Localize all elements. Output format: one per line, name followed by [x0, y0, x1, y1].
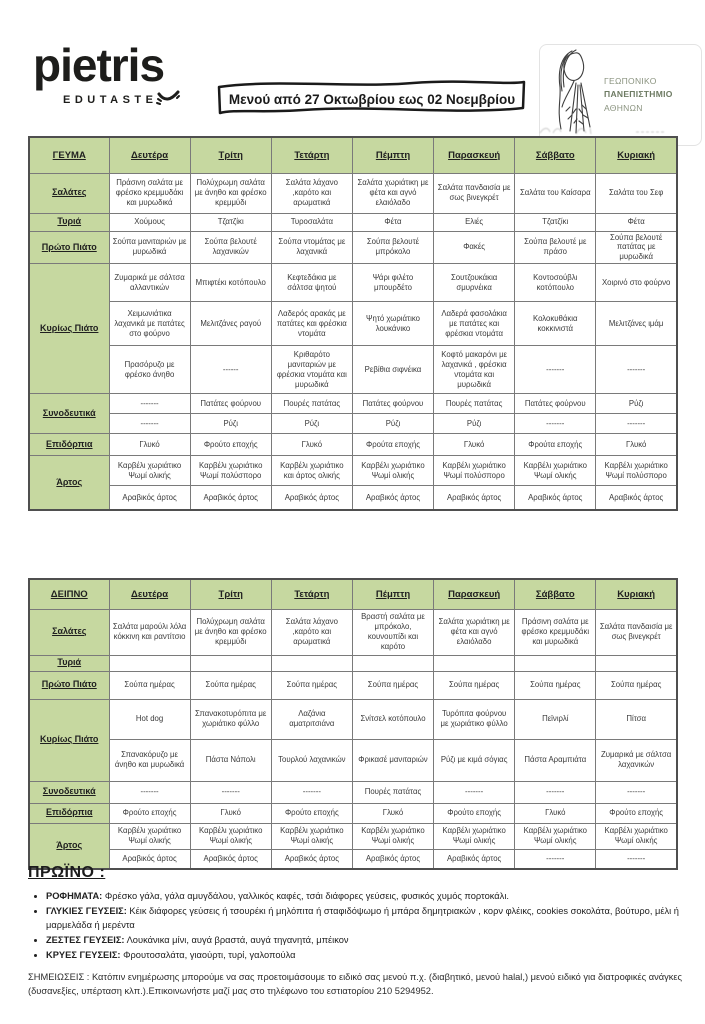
menu-cell: Καρβέλι χωριάτικο Ψωμί πολύσπορο [434, 456, 515, 486]
menu-cell: Πρασόρυζο με φρέσκο άνηθο [109, 346, 190, 394]
menu-cell: Ρύζι με κιμά σόγιας [434, 739, 515, 781]
menu-cell: Σούπα βελουτέ μπρόκολο [352, 231, 433, 264]
breakfast-item-label: ΚΡΥΕΣ ΓΕΥΣΕΙΣ: [46, 949, 121, 960]
menu-cell: Τυρόπιτα φούρνου με χωριάτικο φύλλο [434, 699, 515, 739]
menu-cell: Σούπα ημέρας [190, 671, 271, 699]
table-corner-header: ΔΕΙΠΝΟ [29, 579, 109, 609]
menu-cell: Γλυκό [271, 434, 352, 456]
day-header: Τρίτη [190, 137, 271, 173]
menu-cell: Σνίτσελ κοτόπουλο [352, 699, 433, 739]
breakfast-item-text: Λουκάνικα μίνι, αυγά βραστά, αυγά τηγανητά, μπέικον [124, 934, 349, 945]
menu-cell: Σούπα ημέρας [352, 671, 433, 699]
menu-cell: Φέτα [596, 213, 677, 231]
menu-cell: Καρβέλι χωριάτικο Ψωμί ολικής [596, 823, 677, 849]
breakfast-item-text: Κέικ διάφορες γεύσεις ή τσουρέκι ή μηλόπιτα ή σταφιδόψωμο ή μπάρα δημητριακών , κορν φλέικς, cookies σοκολάτα, βούτυρο, μέλι ή μαρμελάδα ή μερέντα [46, 905, 679, 930]
menu-cell: Τυροσαλάτα [271, 213, 352, 231]
menu-cell: Hot dog [109, 699, 190, 739]
menu-cell: Καρβέλι χωριάτικο Ψωμί ολικής [109, 823, 190, 849]
menu-cell: Σούπα βελουτέ λαχανικών [190, 231, 271, 264]
menu-cell: Αραβικός άρτος [352, 849, 433, 869]
row-label: Άρτος [29, 456, 109, 510]
menu-cell: Λαδερός αρακάς με πατάτες και φρέσκια ντομάτα [271, 302, 352, 346]
menu-cell: Καρβέλι χωριάτικο Ψωμί ολικής [352, 456, 433, 486]
menu-cell: Βραστή σαλάτα με μπρόκολο, κουνουπίδι και καρότο [352, 609, 433, 655]
menu-cell: Φρούτα εποχής [352, 434, 433, 456]
menu-cell [434, 655, 515, 671]
lunch-table [28, 136, 678, 511]
breakfast-item-label: ΡΟΦΗΜΑΤΑ: [46, 891, 103, 901]
breakfast-item [46, 949, 688, 963]
notes-text: ΣΗΜΕΙΩΣΕΙΣ : Κατόπιν ενημέρωσης μπορούμε να σας προετοιμάσουμε το ειδικό σας μενού π.χ. (διαβητικό, μενού halal,) μενού ειδικό για διατροφικές ανάγκες (δυσανεξίες, υπέρταση κλπ.).Επικοινωνήστε μαζί μας στο τηλέφωνο του εστιατορίου 210 5294952. [28, 972, 683, 997]
menu-cell: Κεφτεδάκια με σάλτσα ψητού [271, 264, 352, 302]
day-header: Τρίτη [190, 579, 271, 609]
menu-cell: Ρύζι [434, 414, 515, 434]
menu-cell: Γλυκό [596, 434, 677, 456]
menu-cell: Κοντοσούβλι κοτόπουλο [515, 264, 596, 302]
day-header: Σάββατο [515, 137, 596, 173]
menu-cell: Τζατζίκι [515, 213, 596, 231]
menu-cell: ------- [515, 849, 596, 869]
menu-cell: Χειμωνιάτικα λαχανικά με πατάτες στο φούρνο [109, 302, 190, 346]
menu-cell: Πολύχρωμη σαλάτα με άνηθο και φρέσκο κρεμμύδι [190, 609, 271, 655]
menu-cell: Ρύζι [352, 414, 433, 434]
menu-cell: ------- [434, 781, 515, 803]
menu-cell: ------- [271, 781, 352, 803]
menu-cell [352, 655, 433, 671]
table-corner-header: ΓΕΥΜΑ [29, 137, 109, 173]
menu-cell: Αραβικός άρτος [190, 849, 271, 869]
row-label: Τυριά [29, 213, 109, 231]
menu-cell: Φρούτο εποχής [596, 803, 677, 823]
menu-cell: Αραβικός άρτος [271, 849, 352, 869]
menu-cell: Καρβέλι χωριάτικο Ψωμί ολικής [515, 456, 596, 486]
brand-subtitle: EDUTASTE [63, 94, 158, 106]
day-header: Πέμπτη [352, 579, 433, 609]
menu-cell: Καρβέλι χωριάτικο Ψωμί πολύσπορο [596, 456, 677, 486]
menu-cell: Γλυκό [190, 803, 271, 823]
menu-cell: Αραβικός άρτος [434, 486, 515, 510]
menu-cell: ------ [190, 346, 271, 394]
menu-cell: Σούπα βελουτέ με πράσο [515, 231, 596, 264]
menu-cell: Σαλάτα του Σεφ [596, 173, 677, 213]
menu-cell [596, 655, 677, 671]
menu-cell: Σούπα ημέρας [515, 671, 596, 699]
day-header: Τετάρτη [271, 579, 352, 609]
menu-cell: Σουτζουκάκια σμυρνέικα [434, 264, 515, 302]
menu-cell: Τουρλού λαχανικών [271, 739, 352, 781]
menu-cell: Φρούτο εποχής [190, 434, 271, 456]
row-label: Συνοδευτικά [29, 394, 109, 434]
menu-cell: Μελιτζάνες ραγού [190, 302, 271, 346]
day-header: Πέμπτη [352, 137, 433, 173]
menu-cell: Πατάτες φούρνου [515, 394, 596, 414]
breakfast-item-label: ΖΕΣΤΕΣ ΓΕΥΣΕΙΣ: [46, 934, 125, 945]
row-label: Σαλάτες [29, 173, 109, 213]
menu-cell: Πουρές πατάτας [271, 394, 352, 414]
menu-cell: Ρύζι [190, 414, 271, 434]
university-name-line1: ΓΕΩΠΟΝΙΚΟ [604, 75, 657, 86]
row-label: Συνοδευτικά [29, 781, 109, 803]
menu-cell: Φρούτα εποχής [515, 434, 596, 456]
menu-cell: Αραβικός άρτος [352, 486, 433, 510]
menu-cell: Λαζάνια αματριτσιάνα [271, 699, 352, 739]
menu-cell [190, 655, 271, 671]
menu-cell: Ελιές [434, 213, 515, 231]
menu-cell: Καρβέλι χωριάτικο Ψωμί ολικής [271, 823, 352, 849]
menu-cell: ------- [596, 414, 677, 434]
menu-cell: ------- [190, 781, 271, 803]
smile-icon [155, 89, 181, 112]
menu-cell: Σπανακόρυζο με άνηθο και μυρωδικά [109, 739, 190, 781]
menu-cell: Σούπα ημέρας [434, 671, 515, 699]
menu-cell: Πάστα Αραμπιάτα [515, 739, 596, 781]
row-label: Άρτος [29, 823, 109, 869]
menu-cell: Ρύζι [596, 394, 677, 414]
menu-cell: Πράσινη σαλάτα με φρέσκο κρεμμυδάκι και μυρωδικά [515, 609, 596, 655]
menu-cell: Σαλάτα λάχανο ,καρότο και αρωματικά [271, 609, 352, 655]
menu-cell: Γλυκό [434, 434, 515, 456]
row-label: Επιδόρπια [29, 434, 109, 456]
menu-cell: Αραβικός άρτος [434, 849, 515, 869]
menu-cell: Πατάτες φούρνου [352, 394, 433, 414]
menu-cell [515, 655, 596, 671]
menu-cell: ------- [515, 414, 596, 434]
menu-cell: ------- [109, 414, 190, 434]
menu-cell: Ψητό χωριάτικο λουκάνικο [352, 302, 433, 346]
menu-cell: Μπιφτέκι κοτόπουλο [190, 264, 271, 302]
menu-cell: Σαλάτα χωριάτικη με φέτα και αγνό ελαιόλαδο [352, 173, 433, 213]
breakfast-item-text: Φρουτοσαλάτα, γιαούρτι, τυρί, γαλοπούλα [120, 949, 296, 960]
menu-cell: Πάστα Νάπολι [190, 739, 271, 781]
menu-cell: Σπανακοτυρόπιτα με χωριάτικο φύλλο [190, 699, 271, 739]
menu-cell: Πράσινη σαλάτα με φρέσκο κρεμμυδάκι και μυρωδικά [109, 173, 190, 213]
menu-cell: Σούπα ντομάτας με λαχανικά [271, 231, 352, 264]
menu-cell [109, 655, 190, 671]
menu-cell: Πουρές πατάτας [434, 394, 515, 414]
menu-cell: ------- [109, 781, 190, 803]
menu-cell: Καρβέλι χωριάτικο Ψωμί ολικής [515, 823, 596, 849]
menu-cell: ------- [515, 781, 596, 803]
row-label: Τυριά [29, 655, 109, 671]
menu-cell: Καρβέλι χωριάτικο Ψωμί ολικής [352, 823, 433, 849]
row-label: Σαλάτες [29, 609, 109, 655]
menu-cell: Γλυκό [352, 803, 433, 823]
menu-cell: Αραβικός άρτος [109, 849, 190, 869]
menu-cell: Αραβικός άρτος [515, 486, 596, 510]
menu-cell: Φέτα [352, 213, 433, 231]
university-name-line3: ΑΘΗΝΩΝ [604, 102, 643, 113]
menu-cell: Σαλάτα λάχανο ,καρότο και αρωματικά [271, 173, 352, 213]
university-name [604, 75, 673, 116]
menu-cell: Αραβικός άρτος [109, 486, 190, 510]
menu-cell: Σούπα ημέρας [596, 671, 677, 699]
menu-cell: Λαδερά φασολάκια με πατάτες και φρέσκια ντομάτα [434, 302, 515, 346]
menu-cell: Ρύζι [271, 414, 352, 434]
menu-cell: Φρικασέ μανιταριών [352, 739, 433, 781]
row-label: Κυρίως Πιάτο [29, 264, 109, 394]
brand-logo [33, 39, 223, 106]
menu-cell: Τζατζίκι [190, 213, 271, 231]
brand-name: pietris [33, 39, 165, 91]
menu-cell: Κοφτό μακαρόνι με λαχανικά , φρέσκια ντομάτα και μυρωδικά [434, 346, 515, 394]
menu-cell: Φακές [434, 231, 515, 264]
menu-cell: Χοιρινό στο φούρνο [596, 264, 677, 302]
row-label: Επιδόρπια [29, 803, 109, 823]
menu-cell: Μελιτζάνες ιμάμ [596, 302, 677, 346]
breakfast-item-text: Φρέσκο γάλα, γάλα αμυγδάλου, γαλλικός καφές, τσάι διάφορες γεύσεις, φυσικός χυμός πορτοκάλι. [102, 891, 509, 901]
menu-cell: Αραβικός άρτος [596, 486, 677, 510]
menu-cell: Πίτσα [596, 699, 677, 739]
breakfast-item [46, 905, 688, 933]
menu-cell: Σαλάτα πανδαισία με σως βινεγκρέτ [434, 173, 515, 213]
menu-cell: Φρούτο εποχής [109, 803, 190, 823]
menu-cell: Πουρές πατάτας [352, 781, 433, 803]
day-header: Δευτέρα [109, 579, 190, 609]
menu-cell: Φρούτο εποχής [271, 803, 352, 823]
menu-cell: Πολύχρωμη σαλάτα με άνηθο και φρέσκο κρεμμύδι [190, 173, 271, 213]
menu-cell: Καρβέλι χωριάτικο και άρτος ολικής [271, 456, 352, 486]
menu-cell: Σούπα ημέρας [109, 671, 190, 699]
menu-cell: Ζυμαρικά με σάλτσα λαχανικών [596, 739, 677, 781]
day-header: Σάββατο [515, 579, 596, 609]
row-label: Κυρίως Πιάτο [29, 699, 109, 781]
banner-text: Μενού από 27 Οκτωβρίου εως 02 Νοεμβρίου [228, 91, 516, 107]
menu-cell: Πεϊνιρλί [515, 699, 596, 739]
day-header: Κυριακή [596, 137, 677, 173]
day-header: Παρασκευή [434, 137, 515, 173]
menu-cell: ------- [109, 394, 190, 414]
menu-cell: Καρβέλι χωριάτικο Ψωμί πολύσπορο [190, 456, 271, 486]
menu-cell [271, 655, 352, 671]
menu-cell: Πατάτες φούρνου [190, 394, 271, 414]
menu-cell: ------- [596, 781, 677, 803]
menu-cell: Αραβικός άρτος [190, 486, 271, 510]
row-label: Πρώτο Πιάτο [29, 231, 109, 264]
menu-cell: Σαλάτα μαρούλι λόλα κόκκινη και ραντίτσιο [109, 609, 190, 655]
menu-cell: ------- [596, 849, 677, 869]
breakfast-list [46, 890, 688, 963]
menu-cell: ------- [596, 346, 677, 394]
menu-cell: Σαλάτα χωριάτικη με φέτα και αγνό ελαιόλαδο [434, 609, 515, 655]
day-header: Τετάρτη [271, 137, 352, 173]
menu-cell: Γλυκό [109, 434, 190, 456]
menu-cell: Κριθαρότο μανιταριών με φρέσκια ντομάτα και μυρωδικά [271, 346, 352, 394]
breakfast-item-label: ΓΛΥΚΙΕΣ ΓΕΥΣΕΙΣ: [46, 905, 127, 916]
menu-cell: Ψάρι φιλέτο μπουρδέτο [352, 264, 433, 302]
breakfast-item [46, 890, 688, 904]
menu-cell: Καρβέλι χωριάτικο Ψωμί ολικής [434, 823, 515, 849]
menu-cell: ------- [515, 346, 596, 394]
day-header: Δευτέρα [109, 137, 190, 173]
breakfast-section [28, 864, 688, 964]
menu-cell: Ρεβίθια σιφνέικα [352, 346, 433, 394]
menu-cell: Γλυκό [515, 803, 596, 823]
menu-cell: Σαλάτα πανδαισία με σως βινεγκρέτ [596, 609, 677, 655]
menu-cell: Φρούτο εποχής [434, 803, 515, 823]
menu-cell: Χούμους [109, 213, 190, 231]
row-label: Πρώτο Πιάτο [29, 671, 109, 699]
menu-cell: Σούπα βελουτέ πατάτας με μυρωδικά [596, 231, 677, 264]
menu-cell: Κολοκυθάκια κοκκινιστά [515, 302, 596, 346]
day-header: Παρασκευή [434, 579, 515, 609]
university-name-line2: ΠΑΝΕΠΙΣΤΗΜΙΟ [604, 89, 673, 100]
menu-cell: Καρβέλι χωριάτικο Ψωμί ολικής [109, 456, 190, 486]
menu-cell: Σούπα ημέρας [271, 671, 352, 699]
day-header: Κυριακή [596, 579, 677, 609]
dinner-table [28, 578, 678, 870]
menu-banner [213, 75, 531, 121]
breakfast-item [46, 934, 688, 948]
menu-cell: Καρβέλι χωριάτικο Ψωμί ολικής [190, 823, 271, 849]
menu-cell: Ζυμαρικά με σάλτσα αλλαντικών [109, 264, 190, 302]
menu-cell: Αραβικός άρτος [271, 486, 352, 510]
menu-cell: Σαλάτα του Καίσαρα [515, 173, 596, 213]
breakfast-title: ΠΡΩΪΝΟ : [28, 864, 106, 881]
menu-cell: Σούπα μανιταριών με μυρωδικά [109, 231, 190, 264]
